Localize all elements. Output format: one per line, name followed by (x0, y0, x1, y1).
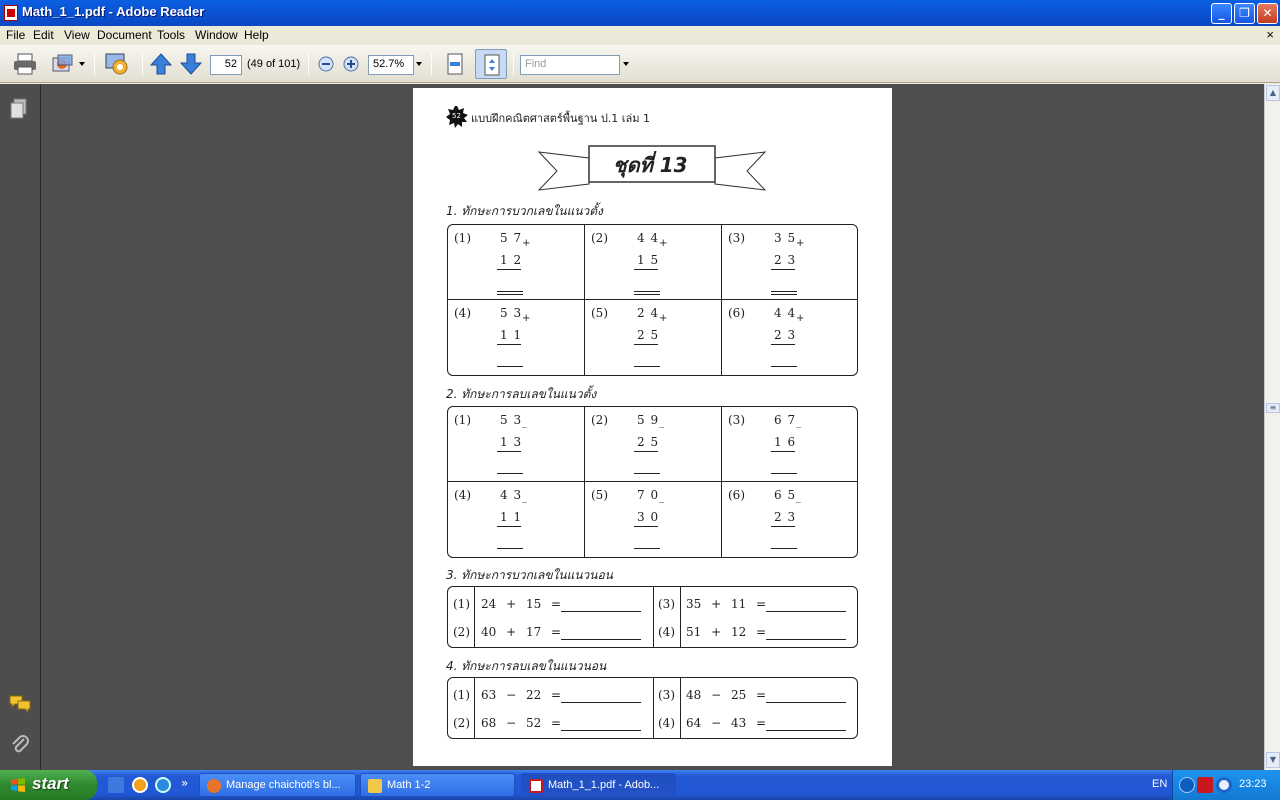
answer-line (766, 702, 846, 703)
start-label: start (32, 774, 69, 793)
fit-width-icon[interactable] (444, 52, 466, 76)
operator-sign: _ (522, 492, 527, 503)
answer-line-double (634, 294, 660, 295)
answer-line (634, 473, 660, 474)
problem-label: (5) (591, 306, 608, 320)
pdf-page (413, 88, 892, 766)
operator-sign: _ (659, 492, 664, 503)
answer-line (561, 611, 641, 612)
close-document-icon[interactable]: × (1266, 27, 1274, 42)
section3-title: 3. ทักษะการบวกเลขในแนวนอน (446, 568, 613, 582)
answer-line (766, 639, 846, 640)
top-number: 6 5 (774, 488, 797, 502)
zoom-out-icon[interactable] (316, 52, 336, 76)
problem-label: (2) (453, 625, 470, 639)
minimize-button[interactable]: _ (1211, 3, 1232, 24)
menu-window[interactable]: Window (195, 28, 238, 42)
top-number: 4 4 (637, 231, 660, 245)
bottom-number: 1 5 (637, 253, 660, 267)
aim-icon[interactable] (132, 777, 148, 793)
banner-title: ชุดที่ 13 (613, 153, 688, 177)
answer-line (771, 473, 797, 474)
menu-document[interactable]: Document (97, 28, 152, 42)
next-page-icon[interactable] (180, 52, 202, 76)
top-number: 5 9 (637, 413, 660, 427)
operator-sign: _ (522, 417, 527, 428)
zoom-input[interactable]: 52.7% (368, 55, 414, 75)
scroll-thumb[interactable]: ≡ (1266, 403, 1280, 413)
clock: 23:23 (1239, 778, 1267, 790)
underline (634, 526, 658, 527)
menu-tools[interactable]: Tools (157, 28, 186, 42)
bottom-number: 2 3 (774, 510, 797, 524)
quick-launch-more-icon[interactable]: » (181, 776, 189, 790)
problem-label: (4) (454, 488, 471, 502)
answer-line (561, 702, 641, 703)
problem-expression: 64 − 43 = (686, 716, 767, 730)
operator-sign: + (796, 313, 805, 324)
problem-label: (2) (591, 231, 608, 245)
menu-help[interactable]: Help (244, 28, 269, 42)
scroll-up-icon[interactable]: ▲ (1266, 85, 1280, 101)
task-label: Math_1_1.pdf - Adob... (548, 779, 660, 791)
problem-expression: 48 − 25 = (686, 688, 767, 702)
folder-icon (368, 779, 382, 793)
answer-line (766, 730, 846, 731)
page-badge-number: 52 (452, 112, 461, 120)
operator-sign: + (659, 238, 668, 249)
task-label: Math 1-2 (387, 779, 431, 791)
problem-expression: 35 + 11 = (686, 597, 767, 611)
answer-line-double (497, 294, 523, 295)
problem-label: (2) (453, 716, 470, 730)
answer-line (561, 639, 641, 640)
problem-label: (6) (728, 488, 745, 502)
share-icon[interactable] (104, 52, 130, 76)
underline (771, 526, 795, 527)
bottom-number: 1 2 (500, 253, 523, 267)
page-count-label: (49 of 101) (247, 58, 301, 70)
underline (497, 344, 521, 345)
chevron-down-icon[interactable] (79, 62, 85, 66)
bottom-number: 3 0 (637, 510, 660, 524)
task-label: Manage chaichoti's bl... (226, 779, 341, 791)
book-header: แบบฝึกคณิตศาสตร์พื้นฐาน ป.1 เล่ม 1 (471, 112, 651, 125)
page-number-input[interactable]: 52 (210, 55, 242, 75)
problem-label: (3) (658, 597, 675, 611)
problem-label: (6) (728, 306, 745, 320)
problem-label: (1) (454, 231, 471, 245)
section1-title: 1. ทักษะการบวกเลขในแนวตั้ง (446, 204, 603, 218)
top-number: 2 4 (637, 306, 660, 320)
operator-sign: + (522, 313, 531, 324)
task-firefox[interactable] (199, 773, 356, 797)
top-number: 5 7 (500, 231, 523, 245)
task-folder[interactable] (360, 773, 515, 797)
top-number: 4 3 (500, 488, 523, 502)
answer-line (497, 473, 523, 474)
bottom-number: 2 5 (637, 435, 660, 449)
attachments-icon[interactable] (9, 734, 31, 756)
bottom-number: 2 3 (774, 253, 797, 267)
underline (771, 451, 795, 452)
top-number: 5 3 (500, 306, 523, 320)
answer-line (634, 291, 660, 292)
problem-label: (5) (591, 488, 608, 502)
menu-file[interactable]: File (6, 28, 26, 42)
problem-label: (4) (658, 625, 675, 639)
answer-line (634, 548, 660, 549)
problem-label: (3) (728, 231, 745, 245)
maximize-button[interactable]: ❐ (1234, 3, 1255, 24)
title-bar (0, 0, 1280, 26)
start-button[interactable] (0, 770, 97, 800)
problem-expression: 63 − 22 = (481, 688, 562, 702)
underline (634, 451, 658, 452)
tray-acrobat-icon[interactable] (1197, 777, 1213, 793)
vertical-scrollbar[interactable] (1264, 84, 1280, 770)
problem-expression: 40 + 17 = (481, 625, 562, 639)
language-indicator[interactable]: EN (1152, 778, 1168, 790)
menu-edit[interactable]: Edit (33, 28, 54, 42)
scroll-down-icon[interactable]: ▼ (1266, 752, 1280, 768)
underline (771, 269, 795, 270)
problem-label: (4) (454, 306, 471, 320)
operator-sign: + (796, 238, 805, 249)
find-input[interactable]: Find (520, 55, 620, 75)
fit-page-button[interactable] (475, 49, 507, 79)
top-number: 6 7 (774, 413, 797, 427)
problem-label: (2) (591, 413, 608, 427)
answer-line (634, 366, 660, 367)
operator-sign: + (659, 313, 668, 324)
problem-label: (3) (728, 413, 745, 427)
operator-sign: + (522, 238, 531, 249)
internet-explorer-icon[interactable] (155, 777, 171, 793)
bottom-number: 1 3 (500, 435, 523, 449)
top-number: 5 3 (500, 413, 523, 427)
pages-icon[interactable] (9, 98, 29, 120)
underline (634, 269, 658, 270)
operator-sign: _ (659, 417, 664, 428)
close-button[interactable]: ✕ (1257, 3, 1278, 24)
underline (771, 344, 795, 345)
problem-expression: 24 + 15 = (481, 597, 562, 611)
window-title: Math_1_1.pdf - Adobe Reader (22, 4, 205, 19)
top-number: 7 0 (637, 488, 660, 502)
previous-page-icon[interactable] (150, 52, 172, 76)
bottom-number: 1 6 (774, 435, 797, 449)
answer-line (766, 611, 846, 612)
task-adobe-reader[interactable] (521, 773, 676, 797)
organizer-icon[interactable] (50, 52, 78, 76)
answer-line (497, 366, 523, 367)
zoom-in-icon[interactable] (341, 52, 361, 76)
underline (497, 269, 521, 270)
answer-line (771, 548, 797, 549)
tray-network-icon[interactable] (1216, 777, 1232, 793)
navigation-panel (0, 84, 41, 770)
section4-title: 4. ทักษะการลบเลขในแนวนอน (446, 659, 607, 673)
problem-label: (1) (453, 688, 470, 702)
pdf-icon (529, 779, 543, 793)
section2-grid (447, 406, 858, 558)
fit-page-icon (481, 53, 503, 77)
tray-arrow-icon[interactable] (1179, 777, 1195, 793)
underline (634, 344, 658, 345)
answer-line (561, 730, 641, 731)
bottom-number: 2 3 (774, 328, 797, 342)
bottom-number: 1 1 (500, 510, 523, 524)
taskbar (0, 770, 1280, 800)
top-number: 4 4 (774, 306, 797, 320)
operator-sign: _ (796, 417, 801, 428)
problem-label: (1) (453, 597, 470, 611)
print-icon[interactable] (12, 52, 38, 76)
section2-title: 2. ทักษะการลบเลขในแนวตั้ง (446, 387, 597, 401)
problem-label: (1) (454, 413, 471, 427)
answer-line (497, 548, 523, 549)
find-dropdown-icon[interactable] (623, 62, 629, 66)
adobe-reader-icon (4, 5, 18, 21)
menu-view[interactable]: View (64, 28, 90, 42)
problem-label: (3) (658, 688, 675, 702)
top-number: 3 5 (774, 231, 797, 245)
problem-expression: 51 + 12 = (686, 625, 767, 639)
show-desktop-icon[interactable] (108, 777, 124, 793)
bottom-number: 1 1 (500, 328, 523, 342)
comments-icon[interactable] (8, 694, 32, 714)
zoom-dropdown-icon[interactable] (416, 62, 422, 66)
windows-flag-icon (10, 777, 26, 793)
answer-line (497, 291, 523, 292)
problem-expression: 68 − 52 = (481, 716, 562, 730)
answer-line (771, 291, 797, 292)
menu-bar (0, 26, 1280, 45)
underline (497, 451, 521, 452)
firefox-icon (207, 779, 221, 793)
answer-line (771, 366, 797, 367)
answer-line-double (771, 294, 797, 295)
bottom-number: 2 5 (637, 328, 660, 342)
underline (497, 526, 521, 527)
system-tray (1172, 770, 1280, 800)
problem-label: (4) (658, 716, 675, 730)
toolbar (0, 45, 1280, 83)
operator-sign: _ (796, 492, 801, 503)
